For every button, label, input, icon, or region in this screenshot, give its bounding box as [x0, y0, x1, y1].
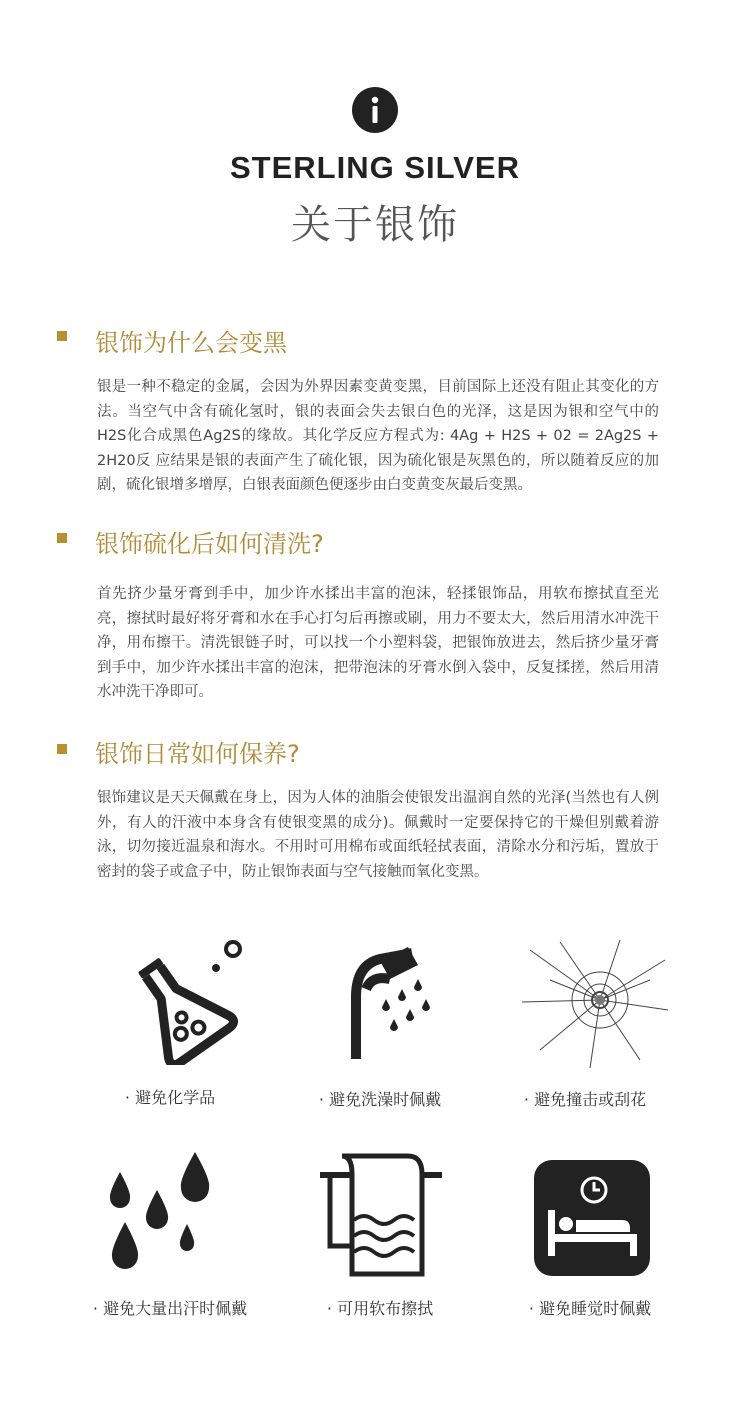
tip-label: · 避免睡觉时佩戴	[528, 1299, 652, 1318]
section-bullet	[57, 533, 67, 543]
sweat-drops-icon	[105, 1150, 215, 1284]
section-body: 银是一种不稳定的金属，会因为外界因素变黄变黑，目前国际上还没有阻止其变化的方法。当空气中含有硫化氢时，银的表面会失去银白色的光泽，这是因为银和空气中的H2S化合成黑色Ag2S的缘故。其化学反应方程式为: 4Ag + H2S + 02 = 2Ag2S + 2H20反 应结果是银的表面产生了硫化银，因为硫化银是灰黑色的，所以随着反应的加剧，硫化银增多增厚，白银表面颜色便逐步由白变黄变灰最后变黑。	[97, 379, 659, 493]
shower-icon	[320, 945, 440, 1069]
tip-label: · 避免大量出汗时佩戴	[92, 1299, 248, 1318]
tip-label: · 避免撞击或刮花	[523, 1090, 647, 1109]
section-bullet	[57, 744, 67, 754]
tip-label: · 可用软布擦拭	[326, 1299, 434, 1318]
cracked-glass-icon	[520, 940, 670, 1074]
info-icon	[352, 87, 398, 133]
tip-label: · 避免化学品	[124, 1088, 216, 1107]
section-body: 银饰建议是天天佩戴在身上，因为人体的油脂会使银发出温润自然的光泽(当然也有人例外，有人的汗液中本身含有使银变黑的成分)。佩戴时一定要保持它的干燥但别戴着游泳，切勿接近温泉和海水。不用时可用棉布或面纸轻拭表面，清除水分和污垢，置放于密封的袋子或盒子中，防止银饰表面与空气接触而氧化变黑。	[97, 790, 659, 880]
brand-title-en: STERLING SILVER	[229, 150, 520, 185]
flask-icon	[115, 935, 245, 1069]
sleep-icon	[534, 1160, 650, 1280]
section-title: 银饰为什么会变黑	[95, 329, 287, 357]
section-bullet	[57, 331, 67, 341]
section-title: 银饰硫化后如何清洗?	[95, 530, 324, 558]
section-body: 首先挤少量牙膏到手中，加少许水揉出丰富的泡沫，轻揉银饰品，用软布擦拭直至光亮，擦拭时最好将牙膏和水在手心打匀后再擦或刷，用力不要太大，然后用清水冲洗干净，用布擦干。清洗银链子时，可以找一个小塑料袋，把银饰放进去，然后挤少量牙膏到手中，加少许水揉出丰富的泡沫，把带泡沫的牙膏水倒入袋中，反复揉搓，然后用清水冲洗干净即可。	[97, 586, 659, 700]
section-title: 银饰日常如何保养?	[95, 740, 300, 768]
towel-icon	[318, 1150, 444, 1284]
tip-label: · 避免洗澡时佩戴	[318, 1090, 442, 1109]
brand-title-cn: 关于银饰	[291, 202, 459, 248]
